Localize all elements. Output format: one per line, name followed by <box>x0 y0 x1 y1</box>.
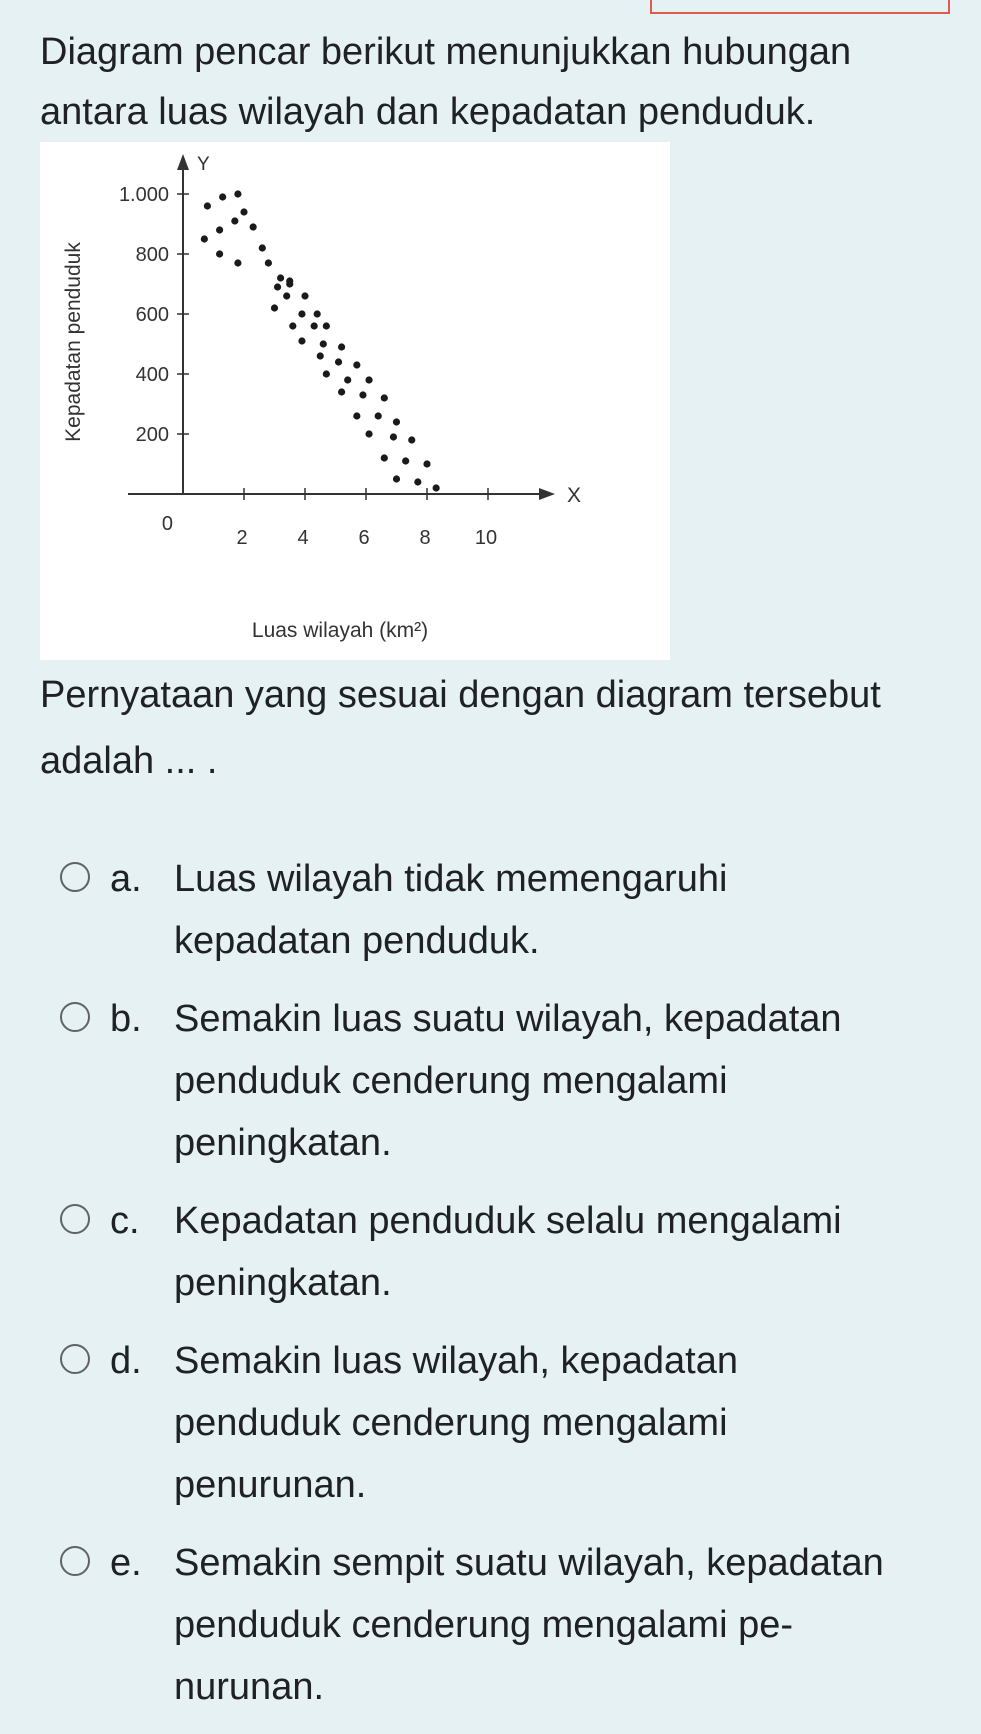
data-point <box>231 217 238 224</box>
data-point <box>298 337 305 344</box>
data-point <box>365 430 372 437</box>
data-point <box>204 202 211 209</box>
option-text: Semakin sempit suatu wilayah, kepadatan penduduk cenderung mengalami pe-nurunan. <box>174 1542 884 1708</box>
option-d[interactable] <box>0 1330 981 1516</box>
data-point <box>219 193 226 200</box>
x-tick-label: 6 <box>358 527 370 549</box>
option-text: Semakin luas suatu wilayah, kepadatan penduduk cenderung mengalami peningkatan. <box>174 998 842 1164</box>
answer-box <box>650 0 950 14</box>
option-letter: b. <box>110 998 142 1040</box>
data-point <box>234 259 241 266</box>
data-point <box>338 388 345 395</box>
y-axis-arrow <box>177 154 189 170</box>
x-axis-letter: X <box>567 484 582 507</box>
option-text: Semakin luas wilayah, kepadatan penduduk cenderung mengalami penurunan. <box>174 1340 739 1506</box>
option-letter: d. <box>110 1340 142 1382</box>
option-c[interactable] <box>0 1190 981 1314</box>
data-point <box>344 376 351 383</box>
data-point <box>301 292 308 299</box>
radio-button-b[interactable] <box>60 1002 90 1032</box>
data-point <box>381 454 388 461</box>
data-point <box>311 322 318 329</box>
data-point <box>323 322 330 329</box>
data-point <box>335 358 342 365</box>
data-point <box>259 244 266 251</box>
data-point <box>274 283 281 290</box>
prompt-text: Pernyataan yang sesuai dengan diagram tersebut adalah ... . <box>40 674 881 782</box>
option-text: Kepadatan penduduk selalu mengalami peningkatan. <box>174 1200 842 1304</box>
radio-button-c[interactable] <box>60 1204 90 1234</box>
data-point <box>216 226 223 233</box>
answer-options <box>0 848 981 1734</box>
y-tick-label: 200 <box>135 424 169 446</box>
data-point <box>381 394 388 401</box>
data-point <box>320 340 327 347</box>
x-tick-label: 4 <box>297 527 309 549</box>
data-point <box>298 310 305 317</box>
x-axis-title: Luas wilayah (km²) <box>251 619 429 642</box>
y-tick-label: 1.000 <box>118 184 169 206</box>
data-point <box>234 190 241 197</box>
data-point <box>283 292 290 299</box>
data-point <box>365 376 372 383</box>
x-tick-label: 2 <box>236 527 248 549</box>
data-point <box>353 361 360 368</box>
data-point <box>393 418 400 425</box>
question-text: Diagram pencar berikut menunjukkan hubungan antara luas wilayah dan kepadatan penduduk. <box>40 31 852 133</box>
y-axis-title: Kepadatan penduduk <box>62 242 85 442</box>
radio-button-d[interactable] <box>60 1344 90 1374</box>
scatter-plot-svg <box>40 142 670 660</box>
data-point <box>271 304 278 311</box>
x-tick-label: 8 <box>419 527 431 549</box>
radio-button-e[interactable] <box>60 1546 90 1576</box>
data-point <box>433 484 440 491</box>
option-letter: e. <box>110 1542 142 1584</box>
radio-button-a[interactable] <box>60 862 90 892</box>
x-tick-label: 10 <box>474 527 498 549</box>
y-axis-letter: Y <box>197 154 210 175</box>
data-point <box>240 208 247 215</box>
data-point <box>250 223 257 230</box>
data-point <box>289 322 296 329</box>
data-point <box>408 436 415 443</box>
data-point <box>201 235 208 242</box>
data-point <box>286 280 293 287</box>
option-e[interactable] <box>0 1532 981 1718</box>
data-point <box>323 370 330 377</box>
data-point <box>265 259 272 266</box>
data-point <box>338 343 345 350</box>
data-point <box>414 478 421 485</box>
option-letter: c. <box>110 1200 140 1242</box>
option-b[interactable] <box>0 988 981 1174</box>
data-point <box>359 391 366 398</box>
data-point <box>375 412 382 419</box>
data-point <box>353 412 360 419</box>
option-letter: a. <box>110 858 142 900</box>
data-point <box>390 433 397 440</box>
data-point <box>216 250 223 257</box>
data-point <box>393 475 400 482</box>
y-tick-label: 600 <box>135 304 169 326</box>
data-point <box>314 310 321 317</box>
scatter-chart <box>40 142 670 660</box>
data-point <box>423 460 430 467</box>
option-text: Luas wilayah tidak memengaruhi kepadatan penduduk. <box>174 858 728 962</box>
origin-label: 0 <box>161 513 173 535</box>
x-axis-arrow <box>539 488 555 500</box>
data-point <box>317 352 324 359</box>
option-a[interactable] <box>0 848 981 972</box>
y-tick-label: 800 <box>135 244 169 266</box>
data-point <box>277 274 284 281</box>
y-tick-label: 400 <box>135 364 169 386</box>
data-point <box>402 457 409 464</box>
